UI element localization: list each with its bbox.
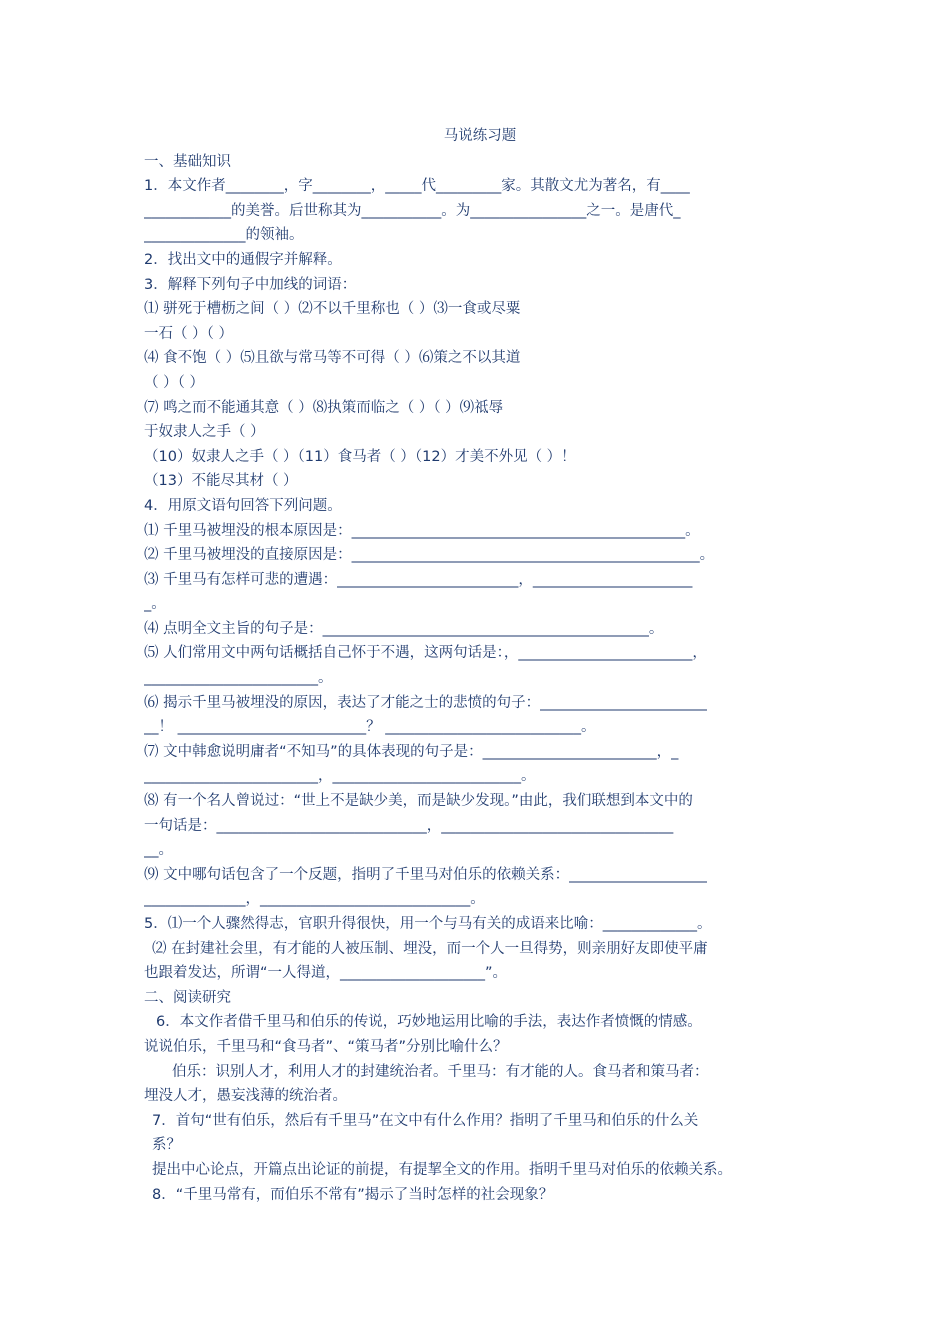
q4-line-3: ⑶ 千里马有怎样可悲的遭遇：_________________________，______________________ [144, 571, 693, 588]
q3-line-6: 于奴隶人之手（ ） [144, 424, 265, 441]
q4-line-6: ⑸ 人们常用文中两句话概括自己怀于不遇，这两句话是：，________________________， [144, 645, 707, 662]
q1-line-2: ____________的美誉。后世称其为___________。为________________之一。是唐代_ [144, 202, 681, 219]
q4-line-5: ⑷ 点明全文主旨的句子是：_____________________________________________。 [144, 620, 664, 637]
q4-line-1: ⑴ 千里马被埋没的根本原因是：______________________________________________。 [144, 522, 700, 539]
q3-line-4: （ ）（ ） [144, 374, 204, 391]
q5-line-1: 5．⑴一个人骤然得志，官职升得很快，用一个与马有关的成语来比喻：_____________。 [144, 916, 712, 932]
q4-line-16: ______________，_____________________________。 [144, 891, 485, 908]
q4-line-7: ________________________。 [144, 670, 333, 687]
q4-line-9: __！ __________________________？ ___________________________。 [144, 719, 596, 736]
q1-line-3: ______________的领袖。 [144, 227, 304, 244]
worksheet-page [144, 124, 816, 1207]
q2-line: 2．找出文中的通假字并解释。 [144, 251, 342, 268]
q3-line-5: ⑺ 鸣之而不能通其意（ ）⑻执策而临之（ ）（ ）⑼祗辱 [144, 399, 504, 416]
q4-line-12: ⑻ 有一个名人曾说过：“世上不是缺少美，而是缺少发现。”由此，我们联想到本文中的 [144, 793, 693, 810]
q3-line-intro: 3．解释下列句子中加线的词语： [144, 276, 357, 293]
q4-line-8: ⑹ 揭示千里马被埋没的原因，表达了才能之士的悲愤的句子：_______________________ [144, 694, 707, 711]
q4-line-13: 一句话是：_____________________________，________________________________ [144, 817, 674, 834]
q6-answer-1: 伯乐：识别人才，利用人才的封建统治者。千里马：有才能的人。食马者和策马者： [172, 1063, 709, 1080]
q7-line-1: 7．首句“世有伯乐，然后有千里马”在文中有什么作用？指明了千里马和伯乐的什么关 [152, 1112, 699, 1129]
q3-line-3: ⑷ 食不饱（ ）⑸且欲与常马等不可得（ ）⑹策之不以其道 [144, 350, 521, 367]
q5-line-3: 也跟着发达，所谓“一人得道，____________________”。 [144, 965, 508, 982]
q7-line-2: 系？ [152, 1137, 181, 1154]
q6-line-2: 说说伯乐，千里马和“食马者”、“策马者”分别比喻什么？ [144, 1038, 508, 1055]
q3-line-8: （13）不能尽其材（ ） [144, 473, 298, 490]
section-heading-basic: 一、基础知识 [144, 153, 231, 170]
q4-line-2: ⑵ 千里马被埋没的直接原因是：________________________________________________。 [144, 547, 715, 564]
q4-line-14: __。 [144, 842, 173, 859]
q8-line: 8．“千里马常有，而伯乐不常有”揭示了当时怎样的社会现象？ [152, 1186, 554, 1203]
page-title: 马说练习题 [443, 128, 517, 144]
section-heading-reading: 二、阅读研究 [144, 989, 231, 1006]
q6-line-1: 6．本文作者借千里马和伯乐的传说，巧妙地运用比喻的手法，表达作者愤慨的情感。 [156, 1014, 702, 1031]
q3-line-1: ⑴ 骈死于槽枥之间（ ）⑵不以千里称也（ ）⑶一食或尽粟 [144, 301, 521, 318]
q4-line-intro: 4．用原文语句回答下列问题。 [144, 497, 342, 514]
q7-answer: 提出中心论点，开篇点出论证的前提，有提挈全文的作用。指明千里马对伯乐的依赖关系。 [152, 1161, 732, 1178]
q6-answer-2: 埋没人才，愚妄浅薄的统治者。 [144, 1088, 347, 1105]
q4-line-11: ________________________，__________________________。 [144, 768, 536, 785]
q3-line-7: （10）奴隶人之手（ ）（11）食马者（ ）（12）才美不外见（ ）！ [144, 448, 576, 465]
q5-line-2: ⑵ 在封建社会里，有才能的人被压制、埋没，而一个人一旦得势，则亲朋好友即使平庸 [152, 940, 708, 957]
q3-line-2: 一石（ ）（ ） [144, 325, 233, 342]
q4-line-10: ⑺ 文中韩愈说明庸者“不知马”的具体表现的句子是：________________________，_ [144, 743, 679, 760]
q1-line-1: 1．本文作者________，字________，_____代_________家。其散文尤为著名，有____ [144, 178, 690, 195]
q4-line-4: _。 [144, 596, 166, 613]
q4-line-15: ⑼ 文中哪句话包含了一个反题，指明了千里马对伯乐的依赖关系：___________________ [144, 866, 707, 883]
